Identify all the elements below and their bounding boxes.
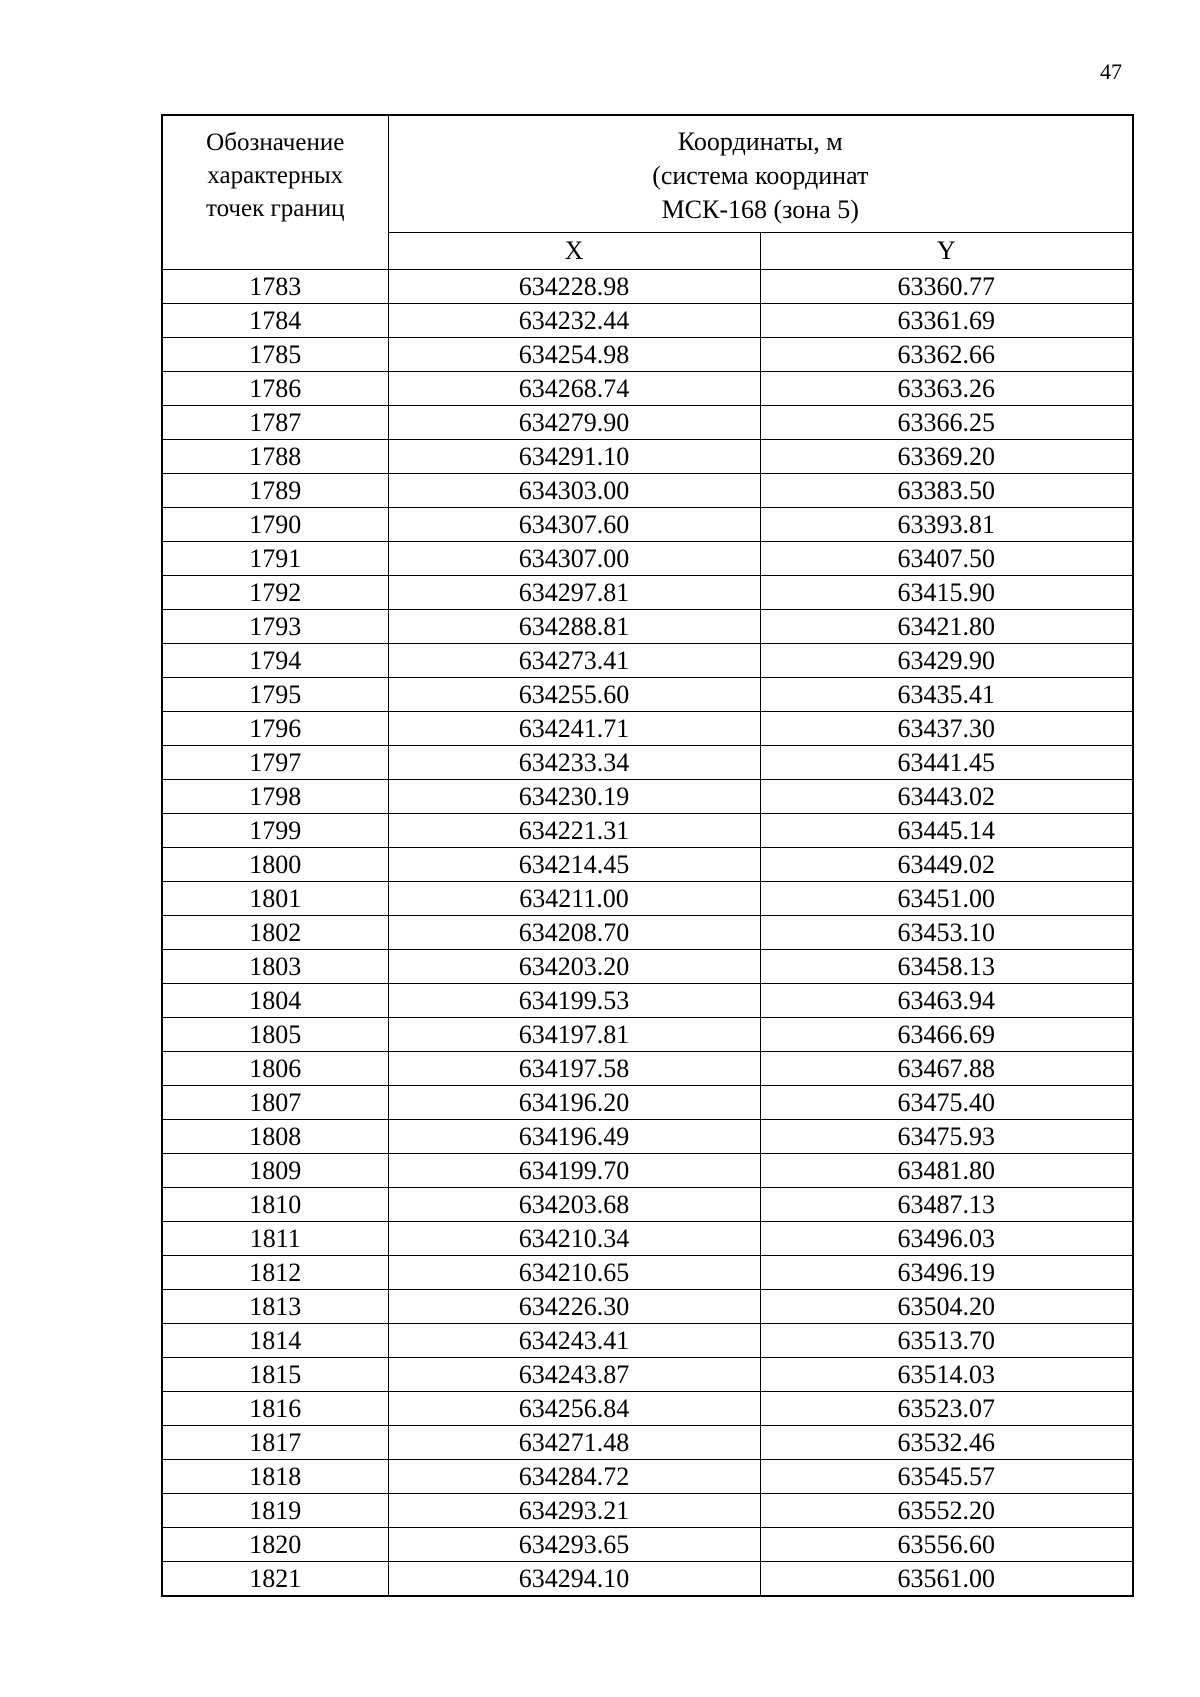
point-cell: 1791 <box>162 542 388 576</box>
point-cell: 1787 <box>162 406 388 440</box>
point-cell: 1785 <box>162 338 388 372</box>
y-coordinate-cell: 63523.07 <box>760 1392 1133 1426</box>
table-row <box>162 1052 1133 1086</box>
y-coordinate-cell: 63369.20 <box>760 440 1133 474</box>
point-cell: 1804 <box>162 984 388 1018</box>
x-coordinate-cell: 634279.90 <box>388 406 760 440</box>
y-coordinate-cell: 63481.80 <box>760 1154 1133 1188</box>
table-row <box>162 1290 1133 1324</box>
x-coordinate-cell: 634293.21 <box>388 1494 760 1528</box>
table-header <box>162 115 1133 270</box>
point-cell: 1790 <box>162 508 388 542</box>
x-coordinate-cell: 634255.60 <box>388 678 760 712</box>
coords-header-line-3: МСК-168 (зона 5) <box>661 195 859 224</box>
point-cell: 1813 <box>162 1290 388 1324</box>
point-cell: 1811 <box>162 1222 388 1256</box>
point-header-line-3: точек границ <box>205 195 345 222</box>
y-coordinate-cell: 63360.77 <box>760 270 1133 304</box>
y-coordinate-cell: 63362.66 <box>760 338 1133 372</box>
point-cell: 1806 <box>162 1052 388 1086</box>
table-row <box>162 1460 1133 1494</box>
x-coordinate-cell: 634268.74 <box>388 372 760 406</box>
x-coordinate-cell: 634293.65 <box>388 1528 760 1562</box>
y-coordinate-cell: 63435.41 <box>760 678 1133 712</box>
table-row <box>162 542 1133 576</box>
y-coordinate-cell: 63407.50 <box>760 542 1133 576</box>
table-row <box>162 338 1133 372</box>
y-coordinate-cell: 63496.19 <box>760 1256 1133 1290</box>
point-cell: 1784 <box>162 304 388 338</box>
x-coordinate-cell: 634197.58 <box>388 1052 760 1086</box>
table-row <box>162 474 1133 508</box>
table-row <box>162 1358 1133 1392</box>
y-coordinate-cell: 63467.88 <box>760 1052 1133 1086</box>
point-cell: 1783 <box>162 270 388 304</box>
y-coordinate-cell: 63393.81 <box>760 508 1133 542</box>
table-row <box>162 882 1133 916</box>
y-coordinate-cell: 63514.03 <box>760 1358 1133 1392</box>
y-coordinate-cell: 63504.20 <box>760 1290 1133 1324</box>
table-row <box>162 508 1133 542</box>
x-coordinate-cell: 634241.71 <box>388 712 760 746</box>
table-row <box>162 1562 1133 1597</box>
y-coordinate-cell: 63443.02 <box>760 780 1133 814</box>
x-coordinate-cell: 634197.81 <box>388 1018 760 1052</box>
table-body <box>162 270 1133 1597</box>
point-cell: 1799 <box>162 814 388 848</box>
y-coordinate-cell: 63487.13 <box>760 1188 1133 1222</box>
x-coordinate-cell: 634271.48 <box>388 1426 760 1460</box>
x-coordinate-cell: 634203.20 <box>388 950 760 984</box>
table-row <box>162 1392 1133 1426</box>
table-row <box>162 406 1133 440</box>
x-coordinate-cell: 634226.30 <box>388 1290 760 1324</box>
point-cell: 1821 <box>162 1562 388 1597</box>
point-cell: 1793 <box>162 610 388 644</box>
table-row <box>162 1426 1133 1460</box>
table-row <box>162 372 1133 406</box>
point-cell: 1786 <box>162 372 388 406</box>
y-coordinate-cell: 63449.02 <box>760 848 1133 882</box>
x-coordinate-cell: 634273.41 <box>388 644 760 678</box>
x-coordinate-cell: 634199.70 <box>388 1154 760 1188</box>
table-row <box>162 610 1133 644</box>
point-cell: 1795 <box>162 678 388 712</box>
x-coordinate-cell: 634221.31 <box>388 814 760 848</box>
x-coordinate-cell: 634284.72 <box>388 1460 760 1494</box>
table-row <box>162 1154 1133 1188</box>
table-row <box>162 440 1133 474</box>
point-cell: 1801 <box>162 882 388 916</box>
x-coordinate-cell: 634199.53 <box>388 984 760 1018</box>
y-coordinate-cell: 63361.69 <box>760 304 1133 338</box>
table-row <box>162 1018 1133 1052</box>
y-coordinate-cell: 63363.26 <box>760 372 1133 406</box>
point-cell: 1788 <box>162 440 388 474</box>
y-coordinate-cell: 63463.94 <box>760 984 1133 1018</box>
point-cell: 1809 <box>162 1154 388 1188</box>
x-coordinate-cell: 634297.81 <box>388 576 760 610</box>
table-row <box>162 950 1133 984</box>
x-coordinate-cell: 634232.44 <box>388 304 760 338</box>
x-coordinate-cell: 634243.41 <box>388 1324 760 1358</box>
table-row <box>162 984 1133 1018</box>
x-coordinate-cell: 634294.10 <box>388 1562 760 1597</box>
x-coordinate-cell: 634291.10 <box>388 440 760 474</box>
point-cell: 1815 <box>162 1358 388 1392</box>
x-coordinate-cell: 634256.84 <box>388 1392 760 1426</box>
point-cell: 1817 <box>162 1426 388 1460</box>
y-coordinate-cell: 63475.40 <box>760 1086 1133 1120</box>
x-coordinate-cell: 634243.87 <box>388 1358 760 1392</box>
table-row <box>162 304 1133 338</box>
point-cell: 1805 <box>162 1018 388 1052</box>
table-row <box>162 1086 1133 1120</box>
point-header-line-1: Обозначение <box>206 129 345 156</box>
x-coordinate-cell: 634211.00 <box>388 882 760 916</box>
point-cell: 1812 <box>162 1256 388 1290</box>
coordinates-header <box>388 115 1133 233</box>
table-row <box>162 1324 1133 1358</box>
y-coordinate-cell: 63532.46 <box>760 1426 1133 1460</box>
x-coordinate-cell: 634214.45 <box>388 848 760 882</box>
point-cell: 1803 <box>162 950 388 984</box>
table-row <box>162 916 1133 950</box>
point-cell: 1816 <box>162 1392 388 1426</box>
table-row <box>162 814 1133 848</box>
table-row <box>162 1222 1133 1256</box>
point-cell: 1810 <box>162 1188 388 1222</box>
y-coordinate-cell: 63545.57 <box>760 1460 1133 1494</box>
x-coordinate-cell: 634196.49 <box>388 1120 760 1154</box>
table-row <box>162 848 1133 882</box>
y-coordinate-cell: 63475.93 <box>760 1120 1133 1154</box>
table-row <box>162 576 1133 610</box>
y-coordinate-cell: 63453.10 <box>760 916 1133 950</box>
y-coordinate-cell: 63466.69 <box>760 1018 1133 1052</box>
table-row <box>162 1256 1133 1290</box>
y-coordinate-cell: 63561.00 <box>760 1562 1133 1597</box>
x-coordinate-cell: 634196.20 <box>388 1086 760 1120</box>
point-cell: 1800 <box>162 848 388 882</box>
x-coordinate-cell: 634210.65 <box>388 1256 760 1290</box>
point-cell: 1807 <box>162 1086 388 1120</box>
y-coordinate-cell: 63556.60 <box>760 1528 1133 1562</box>
table-row <box>162 780 1133 814</box>
point-cell: 1819 <box>162 1494 388 1528</box>
y-coordinate-cell: 63445.14 <box>760 814 1133 848</box>
table-row <box>162 270 1133 304</box>
point-cell: 1798 <box>162 780 388 814</box>
coordinates-table <box>161 114 1134 1597</box>
x-coordinate-cell: 634303.00 <box>388 474 760 508</box>
y-coordinate-cell: 63496.03 <box>760 1222 1133 1256</box>
x-coordinate-cell: 634230.19 <box>388 780 760 814</box>
x-coordinate-cell: 634208.70 <box>388 916 760 950</box>
x-coordinate-cell: 634307.00 <box>388 542 760 576</box>
x-coordinate-cell: 634210.34 <box>388 1222 760 1256</box>
table-row <box>162 1494 1133 1528</box>
point-cell: 1792 <box>162 576 388 610</box>
point-cell: 1818 <box>162 1460 388 1494</box>
y-coordinate-cell: 63552.20 <box>760 1494 1133 1528</box>
point-cell: 1802 <box>162 916 388 950</box>
table-row <box>162 1188 1133 1222</box>
y-coordinate-cell: 63429.90 <box>760 644 1133 678</box>
table-row <box>162 678 1133 712</box>
y-coordinate-cell: 63451.00 <box>760 882 1133 916</box>
point-cell: 1797 <box>162 746 388 780</box>
y-coordinate-cell: 63441.45 <box>760 746 1133 780</box>
x-coordinate-cell: 634307.60 <box>388 508 760 542</box>
y-coordinate-cell: 63383.50 <box>760 474 1133 508</box>
point-designation-header <box>162 115 388 270</box>
point-cell: 1814 <box>162 1324 388 1358</box>
x-coordinate-cell: 634228.98 <box>388 270 760 304</box>
coords-header-line-2: (система координат <box>652 161 869 190</box>
x-coordinate-cell: 634203.68 <box>388 1188 760 1222</box>
table-row <box>162 1528 1133 1562</box>
point-cell: 1796 <box>162 712 388 746</box>
point-cell: 1789 <box>162 474 388 508</box>
coords-header-line-1: Координаты, м <box>677 127 843 156</box>
x-coordinate-cell: 634288.81 <box>388 610 760 644</box>
point-header-line-2: характерных <box>207 162 344 189</box>
x-coordinate-cell: 634254.98 <box>388 338 760 372</box>
x-column-header: X <box>388 233 760 270</box>
point-cell: 1794 <box>162 644 388 678</box>
point-cell: 1820 <box>162 1528 388 1562</box>
point-cell: 1808 <box>162 1120 388 1154</box>
y-coordinate-cell: 63421.80 <box>760 610 1133 644</box>
page-number: 47 <box>1100 59 1122 84</box>
y-coordinate-cell: 63458.13 <box>760 950 1133 984</box>
y-coordinate-cell: 63513.70 <box>760 1324 1133 1358</box>
table-row <box>162 644 1133 678</box>
x-coordinate-cell: 634233.34 <box>388 746 760 780</box>
table-row <box>162 746 1133 780</box>
y-coordinate-cell: 63415.90 <box>760 576 1133 610</box>
table-row <box>162 712 1133 746</box>
y-coordinate-cell: 63437.30 <box>760 712 1133 746</box>
table-row <box>162 1120 1133 1154</box>
y-column-header: Y <box>760 233 1133 270</box>
y-coordinate-cell: 63366.25 <box>760 406 1133 440</box>
